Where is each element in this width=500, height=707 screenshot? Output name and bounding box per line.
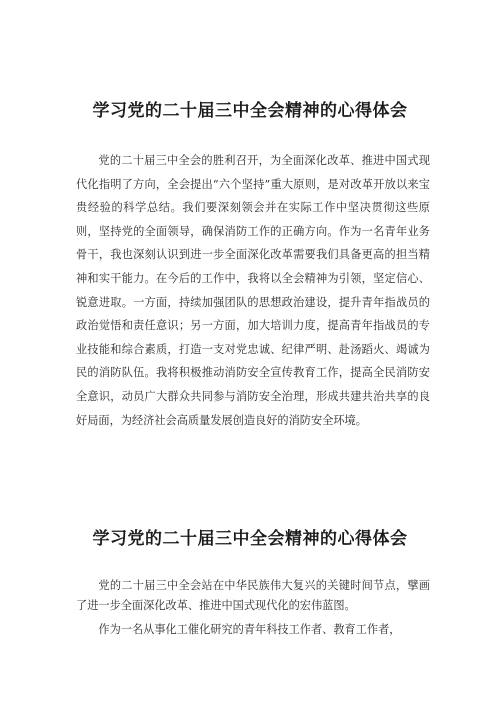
section-title-1: 学习党的二十届三中全会精神的心得体会 — [92, 101, 408, 121]
section-1-paragraph: 党的二十届三中全会的胜利召开，为全面深化改革、推进中国式现代化指明了方向，全会提出“六个坚持”重大原则，是对改革开放以来宝贵经验的科学总结。我们要深刻领会并在实际工作中坚决贯彻这些原则，坚持党的全面领导，确保消防工作的正确方向。作为一名青年业务骨干，我也深刻认识到进一步全面深化改革需要我们具备更高的担当精神和实干能力。在今后的工作中，我将以全会精神为引领，坚定信心、锐意进取。一方面，持续加强团队的思想政治建设，提升青年指战员的政治觉悟和责任意识；另一方面，加大培训力度，提高青年指战员的专业技能和综合素质，打造一支对党忠诚、纪律严明、赴汤蹈火、竭诚为民的消防队伍。我将积极推动消防安全宣传教育工作，提高全民消防安全意识，动员广大群众共同参与消防安全治理，形成共建共治共享的良好局面，为经济社会高质量发展创造良好的消防安全环境。 — [76, 154, 430, 427]
section-2-paragraph-1: 党的二十届三中全会站在中华民族伟大复兴的关键时间节点，擘画了进一步全面深化改革、推进中国式现代化的宏伟蓝图。 — [76, 579, 430, 612]
section-title-2: 学习党的二十届三中全会精神的心得体会 — [92, 529, 408, 549]
section-2-paragraph-2: 作为一名从事化工催化研究的青年科技工作者、教育工作者， — [98, 623, 401, 636]
